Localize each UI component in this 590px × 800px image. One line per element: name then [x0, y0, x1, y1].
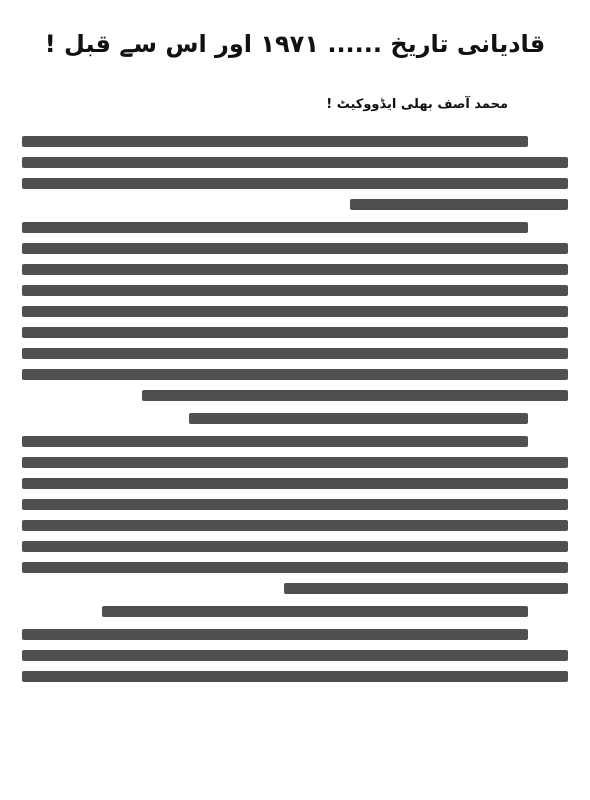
- paragraph-3: [22, 413, 568, 424]
- text-line: [22, 457, 568, 468]
- text-line: [22, 306, 568, 317]
- text-line: [22, 671, 568, 682]
- text-line: [22, 285, 568, 296]
- text-line: [284, 583, 568, 594]
- text-line: [22, 264, 568, 275]
- text-line: [142, 390, 568, 401]
- text-line: [22, 136, 528, 147]
- text-line: [22, 520, 568, 531]
- text-line: [22, 369, 568, 380]
- article-headline: قادیانی تاریخ ...... ۱۹۷۱ اور اس سے قبل !: [44, 30, 546, 58]
- paragraph-1: [22, 136, 568, 210]
- paragraph-2: [22, 222, 568, 401]
- text-line: [102, 606, 528, 617]
- article-byline: محمد آصف بھلی ایڈووکیٹ !: [326, 97, 508, 112]
- text-line: [22, 541, 568, 552]
- text-line: [22, 348, 568, 359]
- text-line: [22, 436, 528, 447]
- text-line: [350, 199, 568, 210]
- text-line: [22, 243, 568, 254]
- paragraph-6: [22, 629, 568, 682]
- article-body: [22, 136, 568, 682]
- text-line: [22, 629, 528, 640]
- text-line: [22, 650, 568, 661]
- text-line: [22, 178, 568, 189]
- text-line: [22, 562, 568, 573]
- text-line: [22, 222, 528, 233]
- text-line: [22, 478, 568, 489]
- text-line: [22, 499, 568, 510]
- paragraph-4: [22, 436, 568, 594]
- text-line: [22, 157, 568, 168]
- text-line: [189, 413, 528, 424]
- text-line: [22, 327, 568, 338]
- paragraph-5: [22, 606, 568, 617]
